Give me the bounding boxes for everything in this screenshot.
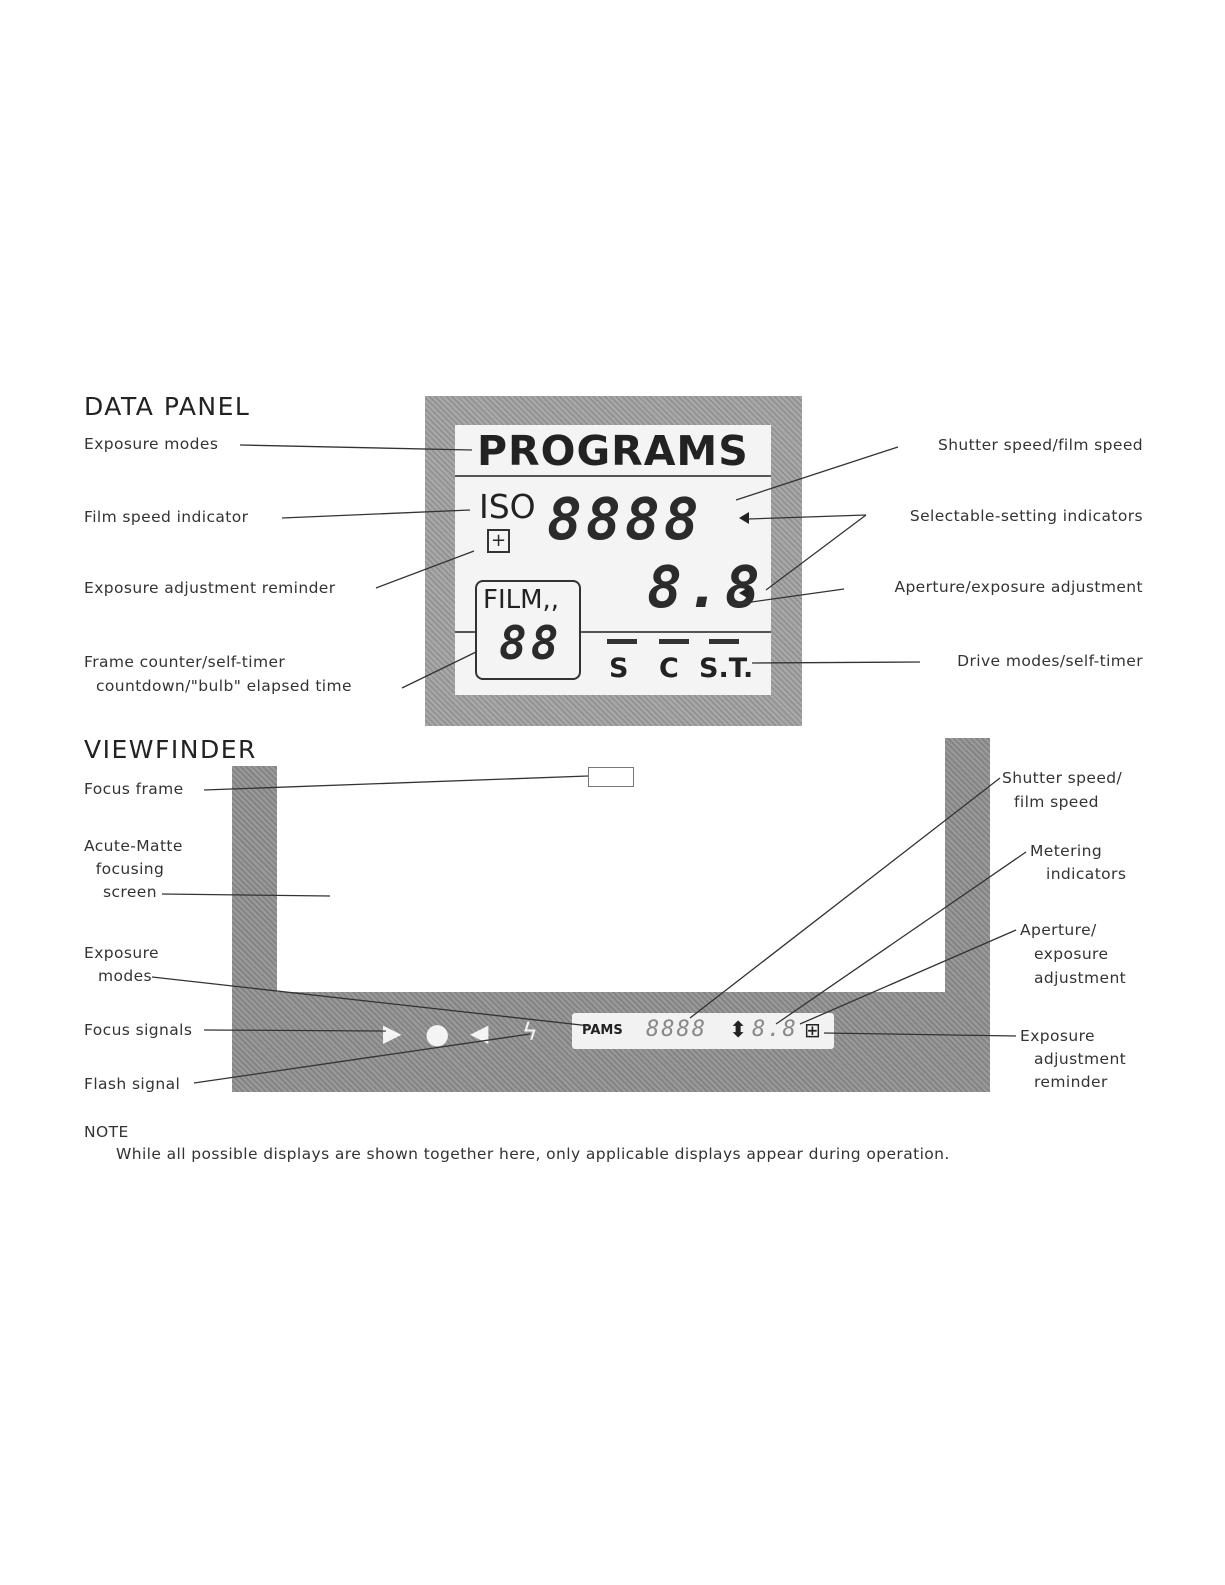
label-vf-exposure-modes-1: Exposure	[84, 944, 159, 962]
note-heading: NOTE	[84, 1123, 129, 1141]
label-metering-2: indicators	[1046, 865, 1127, 883]
label-vf-reminder-3: reminder	[1034, 1073, 1108, 1091]
leader-shutter	[736, 447, 898, 500]
focus-in-front-icon: ▶	[383, 1019, 402, 1047]
label-acute-matte-1: Acute-Matte	[84, 837, 183, 855]
leader-vf-modes	[152, 977, 590, 1026]
vf-aperture-digits: 8.8	[752, 1017, 798, 1042]
leader-focus-signals	[204, 1030, 386, 1031]
label-aperture-exposure: Aperture/exposure adjustment	[894, 578, 1143, 596]
lcd-aperture-digits: 8.8	[647, 553, 764, 621]
label-vf-aperture-2: exposure	[1034, 945, 1109, 963]
viewfinder-title: VIEWFINDER	[84, 735, 257, 764]
flash-signal-icon: ϟ	[522, 1018, 538, 1046]
vf-shutter-digits: 8888	[646, 1017, 707, 1042]
vf-adjust-reminder-icon: ⊞	[804, 1018, 821, 1042]
label-flash-signal: Flash signal	[84, 1075, 181, 1093]
label-acute-matte-3: screen	[103, 883, 157, 901]
label-selectable-setting: Selectable-setting indicators	[909, 507, 1143, 525]
lcd-film-label: FILM,,	[483, 585, 560, 615]
leader-frame-counter	[402, 652, 476, 688]
leader-aperture	[730, 589, 844, 605]
lcd-iso: ISO	[479, 487, 536, 526]
note-text: While all possible displays are shown together here, only applicable displays appear during operation.	[116, 1145, 950, 1163]
leader-selectable-1	[748, 515, 866, 519]
label-vf-reminder-2: adjustment	[1034, 1050, 1127, 1068]
label-vf-shutter-1: Shutter speed/	[1002, 769, 1123, 787]
leader-acute-matte	[162, 894, 330, 896]
label-vf-aperture-3: adjustment	[1034, 969, 1127, 987]
leader-film-speed	[282, 510, 470, 518]
label-focus-signals: Focus signals	[84, 1021, 193, 1039]
leader-focus-frame	[204, 776, 588, 790]
lcd-frame-digits: 88	[499, 616, 563, 670]
leader-flash	[194, 1034, 530, 1083]
leader-selectable-2	[766, 515, 866, 590]
leader-exposure-modes	[240, 445, 472, 450]
label-frame-counter-line2: countdown/"bulb" elapsed time	[96, 677, 352, 695]
label-vf-reminder-1: Exposure	[1020, 1027, 1095, 1045]
leader-metering	[776, 852, 1026, 1024]
lcd-shutter-digits: 8888	[547, 485, 703, 553]
leader-drive	[752, 662, 920, 663]
data-panel-title: DATA PANEL	[84, 392, 251, 421]
label-exposure-adjustment-reminder: Exposure adjustment reminder	[84, 579, 336, 597]
lcd-mode-text: PROGRAMS	[477, 427, 749, 475]
label-focus-frame: Focus frame	[84, 780, 184, 798]
label-film-speed-indicator: Film speed indicator	[84, 508, 249, 526]
leader-vf-aperture	[800, 930, 1016, 1024]
label-drive-modes: Drive modes/self-timer	[957, 652, 1143, 670]
label-acute-matte-2: focusing	[95, 860, 165, 878]
focus-ok-icon: ●	[425, 1017, 450, 1050]
vf-modes: PAMS	[582, 1023, 623, 1038]
leader-adjust-reminder	[376, 551, 474, 588]
label-metering-1: Metering	[1030, 842, 1103, 860]
metering-indicators-icon: ⬍	[729, 1018, 748, 1043]
label-frame-counter-line1: Frame counter/self-timer	[84, 653, 286, 671]
lcd-drive-st: S.T.	[699, 653, 754, 684]
label-shutter-film-speed: Shutter speed/film speed	[937, 436, 1143, 454]
lcd-drive-s: S	[609, 653, 629, 684]
label-vf-shutter-2: film speed	[1014, 793, 1099, 811]
lcd-drive-c: C	[659, 653, 679, 684]
leader-vf-reminder	[824, 1033, 1016, 1036]
label-exposure-modes: Exposure modes	[84, 435, 219, 453]
label-vf-exposure-modes-2: modes	[98, 967, 153, 985]
label-vf-aperture-1: Aperture/	[1020, 921, 1097, 939]
leader-vf-shutter	[690, 778, 1000, 1018]
lcd-adjust-reminder-icon: +	[487, 529, 510, 553]
focus-behind-icon: ◀	[470, 1019, 489, 1047]
